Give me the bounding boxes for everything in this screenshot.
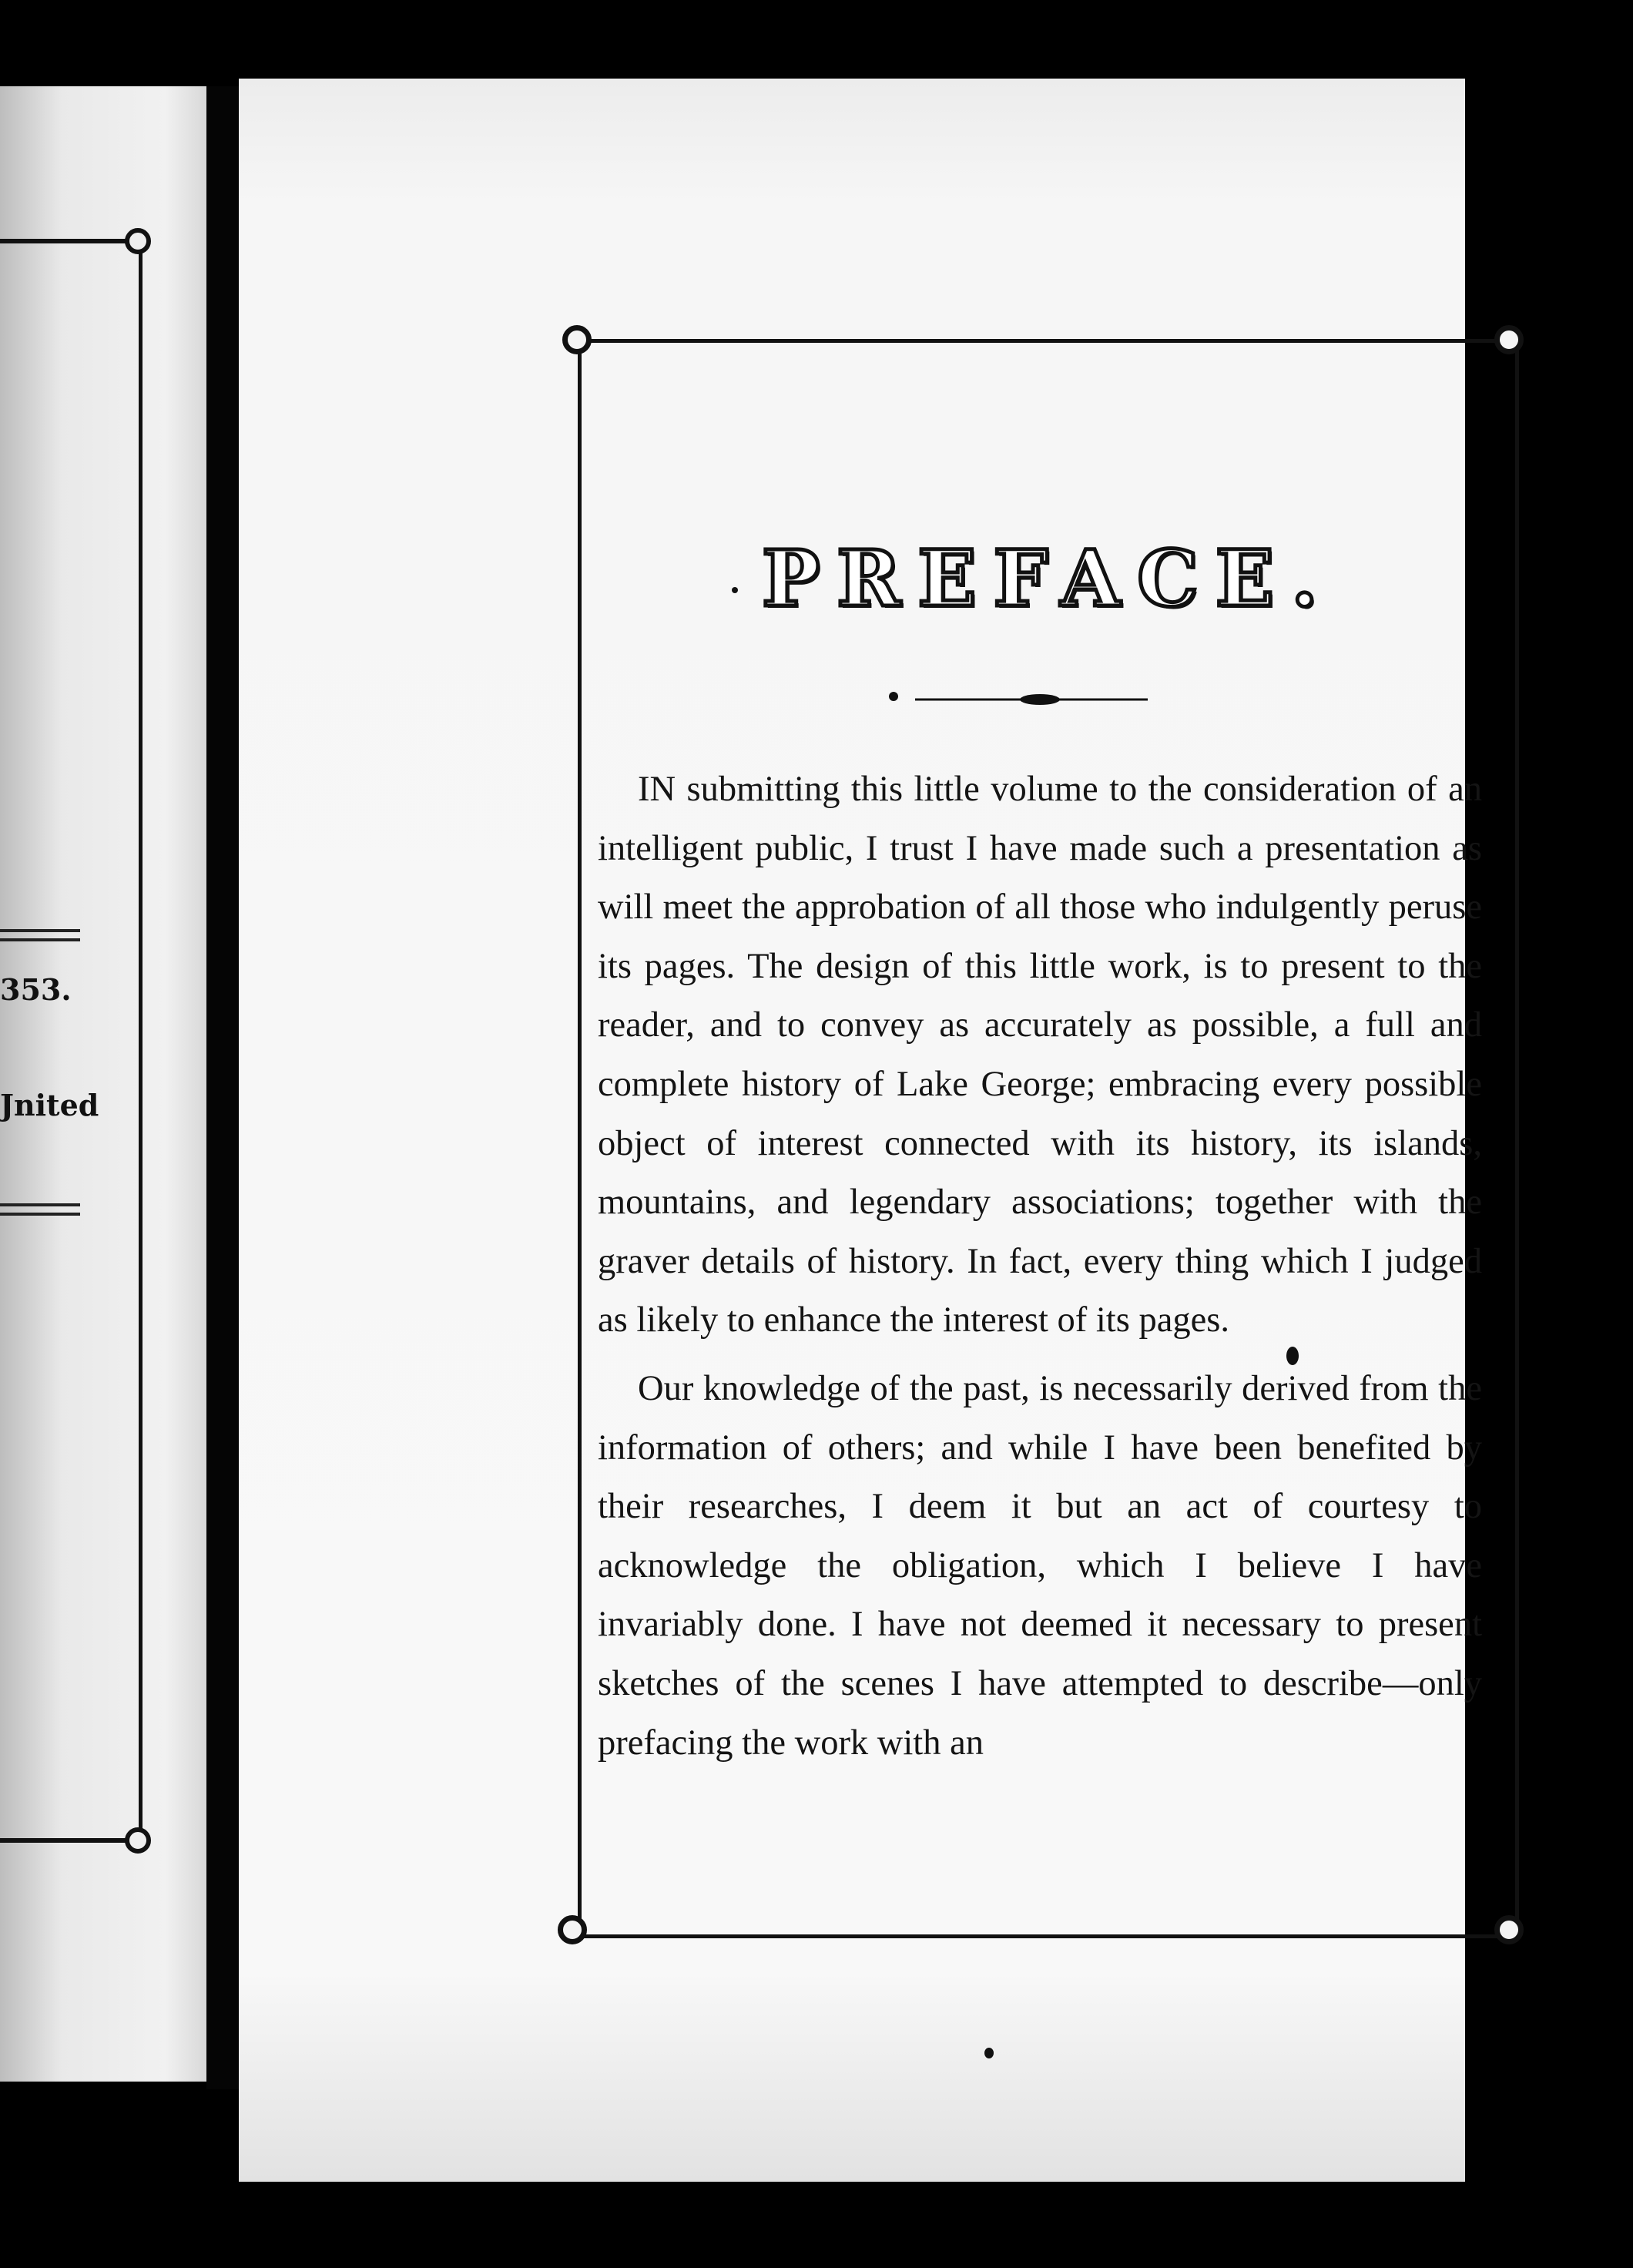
previous-page-rule — [0, 1203, 80, 1216]
book-spine — [206, 86, 239, 2089]
previous-page-text-fragment: Jnited — [0, 1088, 99, 1122]
previous-page-rule — [0, 929, 80, 941]
scan-speck — [732, 587, 738, 593]
frame-corner-ornament — [562, 325, 592, 354]
scan-speck — [984, 2048, 994, 2058]
preface-page — [239, 79, 1482, 2182]
preface-paragraph: Our knowledge of the past, is necessarily derived from the information of others; and while I have been benefited by their researches, I deem it but an act of courtesy to acknowledge the obligation, which I believe I have invariably done. I have not deemed it necessary to present sketches of the scenes I have attempted to describe—only prefacing the work with an — [598, 1368, 1482, 1763]
page-title: PREFACE. — [762, 533, 1335, 624]
frame-corner-ornament — [1494, 325, 1524, 354]
frame-corner-ornament — [558, 1915, 587, 1944]
previous-page-text-fragment: 353. — [0, 972, 72, 1007]
preface-paragraph: IN submitting this little volume to the consideration of an intelligent public, I trust I have made such a presentation as will meet the approbation of all those who indulgently peruse its pages. The design of this little work, is to present to the reader, and to convey as accurately as possible, a full and complete history of Lake George; embracing every possible object of interest connected with its history, its islands, mountains, and legendary associations; together with the graver details of history. In fact, every thing which I judged as likely to enhance the interest of its pages. — [598, 770, 1482, 1340]
preface-body — [598, 760, 1482, 1773]
previous-page — [0, 86, 206, 2082]
title-divider-ornament — [878, 687, 1155, 710]
previous-page-border — [0, 239, 143, 1843]
scan-speck — [1286, 1347, 1299, 1365]
frame-corner-ornament — [1494, 1915, 1524, 1944]
